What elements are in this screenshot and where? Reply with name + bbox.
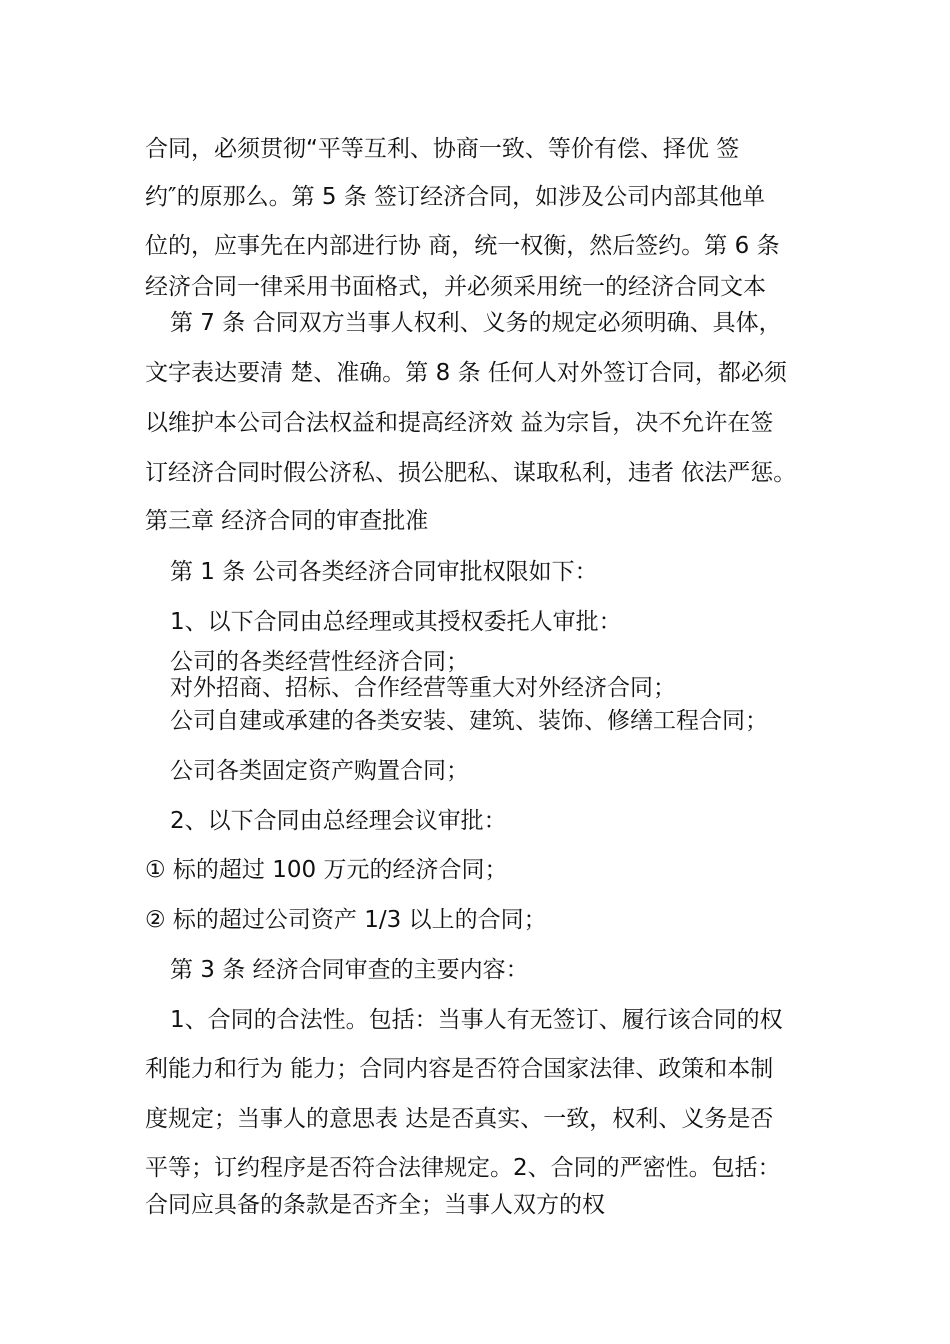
text-line: 第 7 条 合同双方当事人权利、义务的规定必须明确、具体， xyxy=(170,310,782,336)
text-line: 第 3 条 经济合同审查的主要内容： xyxy=(170,957,529,983)
chapter-heading: 第三章 经济合同的审查批准 xyxy=(145,508,429,534)
text-line: 公司自建或承建的各类安装、建筑、装饰、修缮工程合同； xyxy=(170,708,768,734)
text-line: 以维护本公司合法权益和提高经济效 益为宗旨，决不允许在签 xyxy=(145,410,774,436)
text-line: 对外招商、招标、合作经营等重大对外经济合同； xyxy=(170,675,676,701)
text-line: 利能力和行为 能力；合同内容是否符合国家法律、政策和本制 xyxy=(145,1056,774,1082)
text-line: 合同，必须贯彻“平等互利、协商一致、等价有偿、择优 签 xyxy=(145,136,740,162)
text-line: 文字表达要清 楚、准确。第 8 条 任何人对外签订合同，都必须 xyxy=(145,360,787,386)
text-line: 公司的各类经营性经济合同； xyxy=(170,649,469,675)
text-line: 公司各类固定资产购置合同； xyxy=(170,758,469,784)
text-line: 位的，应事先在内部进行协 商，统一权衡，然后签约。第 6 条 xyxy=(145,233,780,259)
text-line: ① 标的超过 100 万元的经济合同； xyxy=(145,857,508,883)
text-line: 合同应具备的条款是否齐全；当事人双方的权 xyxy=(145,1192,605,1218)
text-line: 第 1 条 公司各类经济合同审批权限如下： xyxy=(170,559,598,585)
text-line: 度规定；当事人的意思表 达是否真实、一致，权利、义务是否 xyxy=(145,1106,774,1132)
text-line: 订经济合同时假公济私、损公肥私、谋取私利，违者 依法严惩。 xyxy=(145,460,797,486)
text-line: 平等；订约程序是否符合法律规定。2、合同的严密性。包括： xyxy=(145,1155,781,1181)
text-line: 约″的原那么。第 5 条 签订经济合同，如涉及公司内部其他单 xyxy=(145,184,766,210)
text-line: 1、以下合同由总经理或其授权委托人审批： xyxy=(170,609,622,635)
text-line: 2、以下合同由总经理会议审批： xyxy=(170,808,507,834)
text-line: 经济合同一律采用书面格式，并必须采用统一的经济合同文本 xyxy=(145,274,766,300)
text-line: 1、合同的合法性。包括：当事人有无签订、履行该合同的权 xyxy=(170,1007,783,1033)
text-line: ② 标的超过公司资产 1/3 以上的合同； xyxy=(145,907,547,933)
